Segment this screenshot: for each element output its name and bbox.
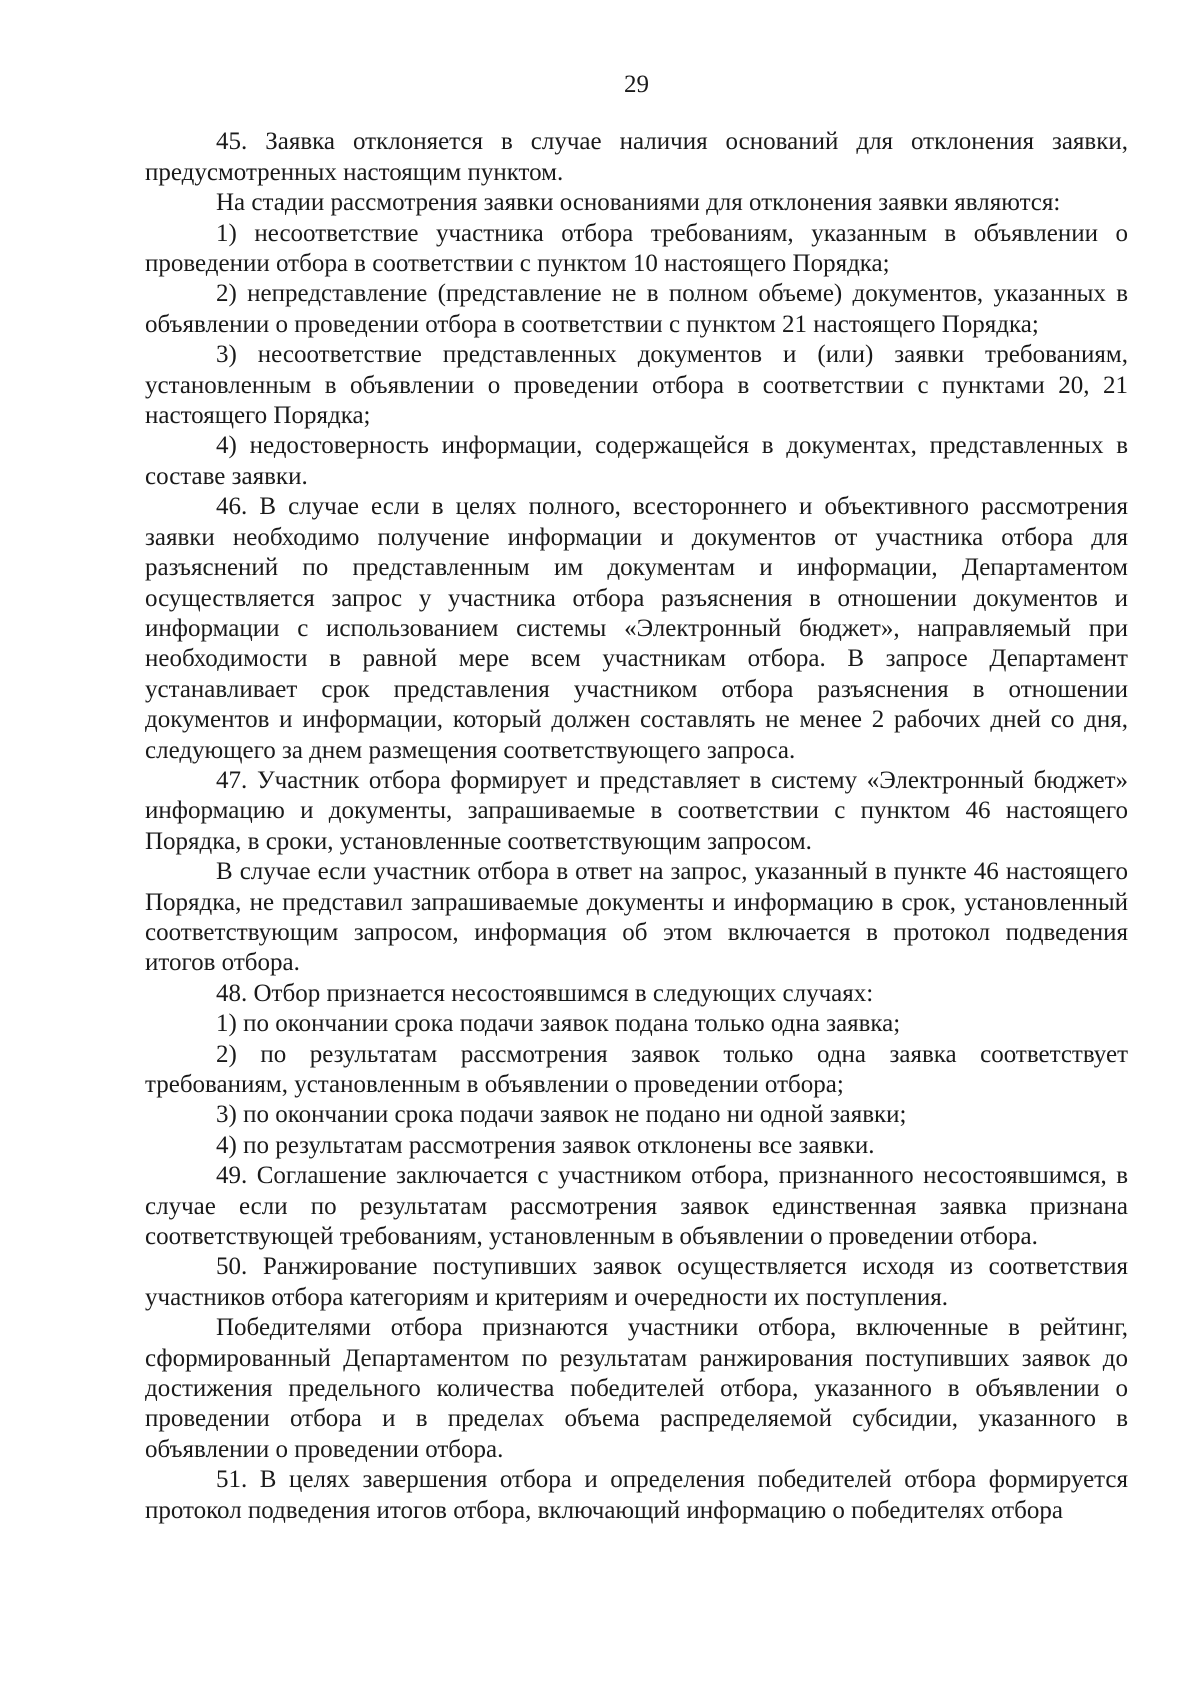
paragraph-50-continuation: Победителями отбора признаются участники отбора, включенные в рейтинг, сформированный Департаментом по результатам ранжирования поступивших заявок до достижения предельного количества победителей отбора, указанного в объявлении о проведении отбора и в пределах объема распределяемой субсидии, указанного в объявлении о проведении отбора. — [145, 1314, 1128, 1463]
paragraph-47: 47. Участник отбора формирует и представляет в систему «Электронный бюджет» информацию и документы, запрашиваемые в соответствии с пунктом 46 настоящего Порядка, в сроки, установленные соответствующим запросом. — [145, 766, 1128, 855]
list-item: 1) несоответствие участника отбора требованиям, указанным в объявлении о проведении отбора в соответствии с пунктом 10 настоящего Порядка; — [145, 219, 1128, 278]
list-item: 2) по результатам рассмотрения заявок только одна заявка соответствует требованиям, установленным в объявлении о проведении отбора; — [145, 1040, 1128, 1098]
list-item: 4) по результатам рассмотрения заявок отклонены все заявки. — [216, 1131, 875, 1159]
paragraph-46: 46. В случае если в целях полного, всестороннего и объективного рассмотрения заявки необходимо получение информации и документов от участника отбора для разъяснений по представленным им документам и информации, Департаментом осуществляется запрос у участника отбора разъяснения в отношении документов и информации с использованием системы «Электронный бюджет», направляемый при необходимости в равной мере всем участникам отбора. В запросе Департамент устанавливает срок представления участником отбора разъяснения в отношении документов и информации, который должен составлять не менее 2 рабочих дней со дня, следующего за днем размещения соответствующего запроса. — [145, 493, 1128, 764]
paragraph-45: 45. Заявка отклоняется в случае наличия оснований для отклонения заявки, предусмотренных настоящим пунктом. — [145, 128, 1128, 186]
list-item: 1) по окончании срока подачи заявок подана только одна заявка; — [216, 1010, 901, 1038]
list-item: 3) по окончании срока подачи заявок не подано ни одной заявки; — [216, 1101, 907, 1129]
document-page — [145, 70, 1128, 1526]
paragraph-47-continuation: В случае если участник отбора в ответ на запрос, указанный в пункте 46 настоящего Порядка, не представил запрашиваемые документы и информацию в срок, установленный соответствующим запросом, информация об этом включается в протокол подведения итогов отбора. — [145, 858, 1128, 977]
paragraph-48: 48. Отбор признается несостоявшимся в следующих случаях: — [216, 979, 874, 1007]
list-item: 4) недостоверность информации, содержащейся в документах, представленных в составе заявки. — [145, 432, 1128, 490]
paragraph-51: 51. В целях завершения отбора и определения победителей отбора формируется протокол подведения итогов отбора, включающий информацию о победителях отбора — [145, 1466, 1128, 1524]
list-item: 3) несоответствие представленных документов и (или) заявки требованиям, установленным в объявлении о проведении отбора в соответствии с пунктами 20, 21 настоящего Порядка; — [145, 341, 1128, 430]
list-item: 2) непредставление (представление не в полном объеме) документов, указанных в объявлении о проведении отбора в соответствии с пунктом 21 настоящего Порядка; — [145, 280, 1128, 338]
paragraph-49: 49. Соглашение заключается с участником отбора, признанного несостоявшимся, в случае если по результатам рассмотрения заявок единственная заявка признана соответствующей требованиям, установленным в объявлении о проведении отбора. — [145, 1162, 1128, 1251]
paragraph-rejection-grounds-intro: На стадии рассмотрения заявки основаниями для отклонения заявки являются: — [216, 189, 1061, 217]
paragraph-50: 50. Ранжирование поступивших заявок осуществляется исходя из соответствия участников отбора категориям и критериям и очередности их поступления. — [145, 1253, 1128, 1311]
page-number: 29 — [624, 71, 649, 98]
